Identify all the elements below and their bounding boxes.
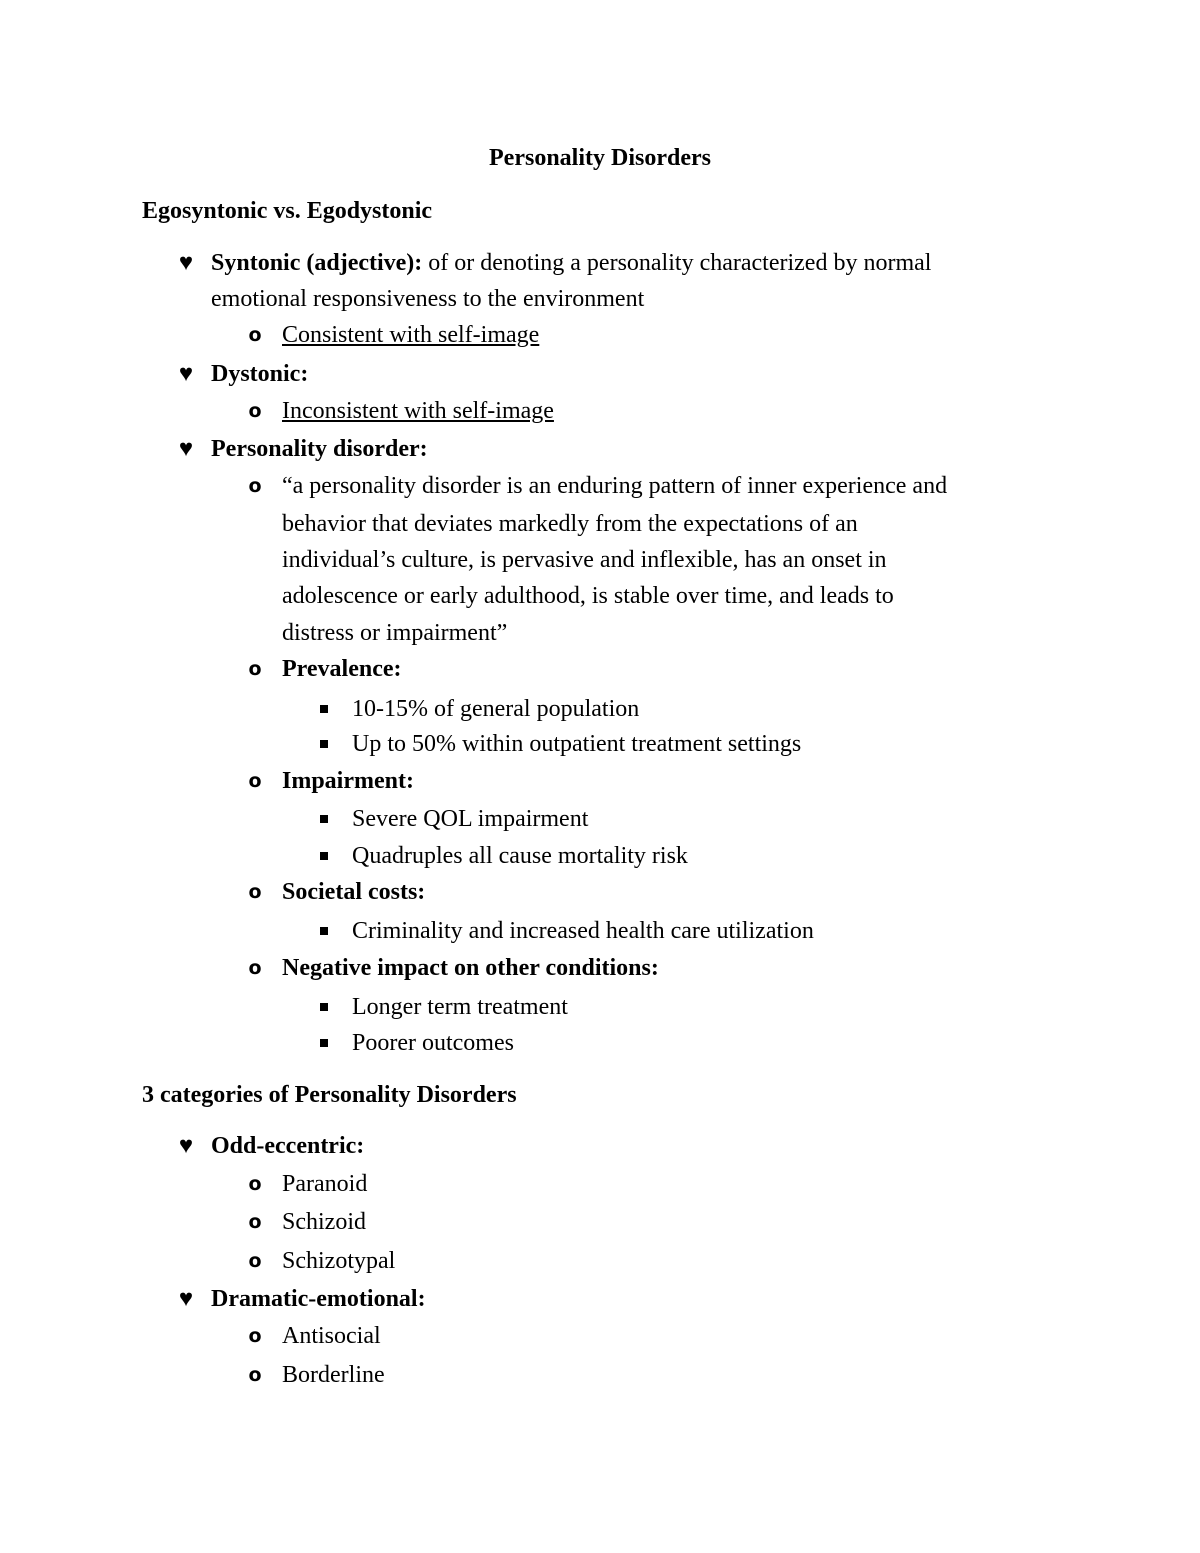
negative-impact-label: Negative impact on other conditions: [282, 955, 659, 981]
prevalence-item: Up to 50% within outpatient treatment settings [352, 731, 802, 757]
circle-bullet-icon: o [248, 1211, 262, 1233]
heart-bullet-icon: ♥ [178, 1286, 194, 1312]
square-bullet-icon [320, 740, 328, 748]
heart-bullet-icon: ♥ [178, 250, 194, 276]
circle-bullet-icon: o [248, 1173, 262, 1195]
circle-bullet-icon: o [248, 475, 262, 497]
syntonic-item [211, 248, 931, 278]
impairment-item: Severe QOL impairment [352, 806, 589, 832]
dramatic-emotional-term: Dramatic-emotional: [211, 1286, 426, 1312]
pd-quote-line: adolescence or early adulthood, is stable over time, and leads to [282, 583, 894, 609]
pd-quote-line: distress or impairment” [282, 620, 508, 646]
pd-quote-line: “a personality disorder is an enduring pattern of inner experience and [282, 473, 948, 499]
syntonic-definition-cont: emotional responsiveness to the environment [211, 286, 645, 312]
negative-impact-item: Poorer outcomes [352, 1030, 514, 1056]
pd-term: Personality disorder: [211, 436, 428, 462]
dystonic-term: Dystonic: [211, 361, 309, 387]
circle-bullet-icon: o [248, 770, 262, 792]
circle-bullet-icon: o [248, 1325, 262, 1347]
dystonic-sub: Inconsistent with self-image [282, 398, 554, 424]
heart-bullet-icon: ♥ [178, 436, 194, 462]
heart-bullet-icon: ♥ [178, 361, 194, 387]
societal-costs-item: Criminality and increased health care utilization [352, 918, 814, 944]
heart-bullet-icon: ♥ [178, 1133, 194, 1159]
impairment-label: Impairment: [282, 768, 414, 794]
square-bullet-icon [320, 852, 328, 860]
dramatic-emotional-item: Borderline [282, 1362, 385, 1388]
pd-quote-line: behavior that deviates markedly from the expectations of an [282, 511, 858, 537]
circle-bullet-icon: o [248, 881, 262, 903]
odd-eccentric-item: Schizotypal [282, 1248, 396, 1274]
square-bullet-icon [320, 1003, 328, 1011]
circle-bullet-icon: o [248, 957, 262, 979]
societal-costs-label: Societal costs: [282, 879, 426, 905]
square-bullet-icon [320, 815, 328, 823]
section-heading-ego: Egosyntonic vs. Egodystonic [142, 198, 433, 224]
circle-bullet-icon: o [248, 400, 262, 422]
odd-eccentric-item: Paranoid [282, 1171, 368, 1197]
prevalence-label: Prevalence: [282, 656, 402, 682]
odd-eccentric-item: Schizoid [282, 1209, 366, 1235]
section-heading-categories: 3 categories of Personality Disorders [142, 1082, 517, 1108]
syntonic-sub: Consistent with self-image [282, 322, 540, 348]
odd-eccentric-term: Odd-eccentric: [211, 1133, 365, 1159]
negative-impact-item: Longer term treatment [352, 994, 568, 1020]
circle-bullet-icon: o [248, 1364, 262, 1386]
prevalence-item: 10-15% of general population [352, 696, 640, 722]
circle-bullet-icon: o [248, 658, 262, 680]
circle-bullet-icon: o [248, 324, 262, 346]
syntonic-term: Syntonic (adjective): [211, 250, 423, 276]
square-bullet-icon [320, 927, 328, 935]
pd-quote-line: individual’s culture, is pervasive and inflexible, has an onset in [282, 547, 887, 573]
impairment-item: Quadruples all cause mortality risk [352, 843, 688, 869]
syntonic-definition: of or denoting a personality characterized by normal [422, 250, 932, 276]
circle-bullet-icon: o [248, 1250, 262, 1272]
square-bullet-icon [320, 1039, 328, 1047]
dramatic-emotional-item: Antisocial [282, 1323, 381, 1349]
square-bullet-icon [320, 705, 328, 713]
page-title: Personality Disorders [489, 145, 711, 171]
